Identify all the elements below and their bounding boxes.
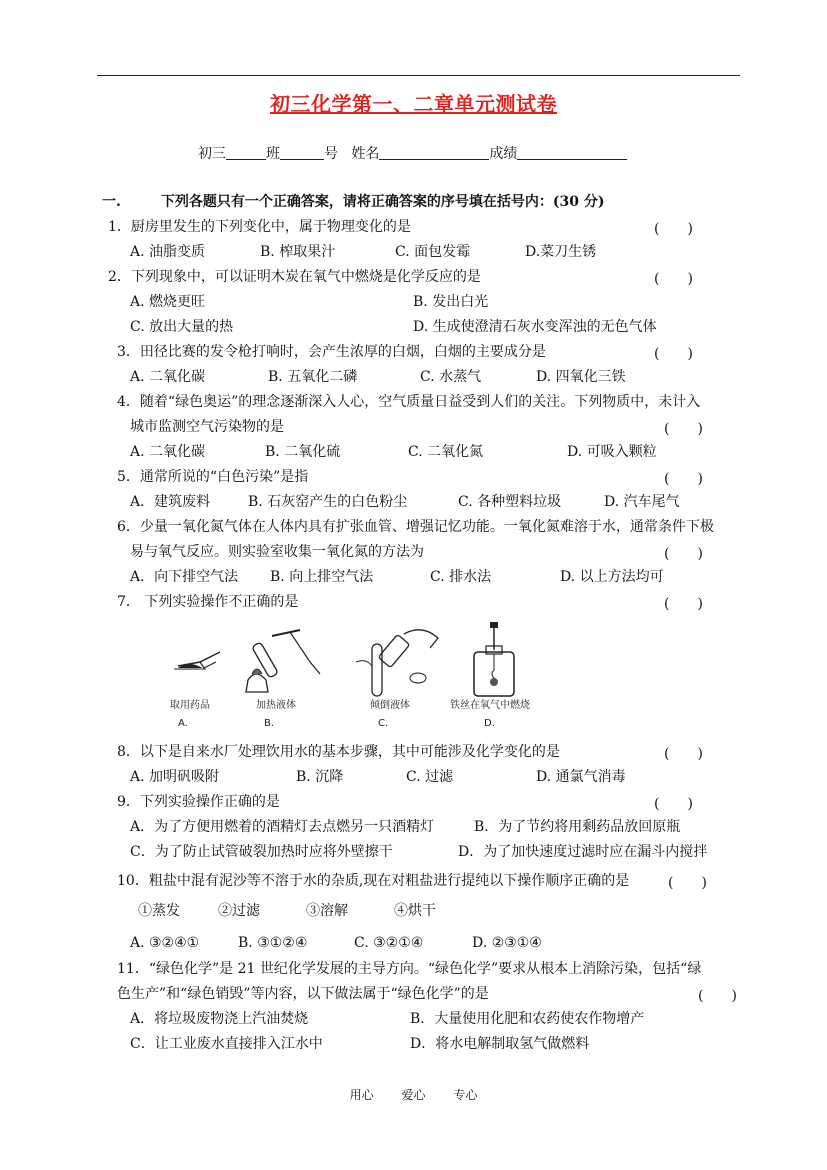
q1-option-d: D.菜刀生锈: [525, 244, 597, 260]
q10-option-c: C. ③②①④: [354, 935, 424, 951]
q8-option-d: D. 通氯气消毒: [536, 769, 626, 785]
fig-a-caption: 取用药品: [170, 700, 210, 711]
q1-option-a: A. 油脂变质: [130, 244, 206, 260]
name-label: 姓名: [351, 146, 380, 162]
q9-stem: 9．下列实验操作正确的是: [117, 794, 280, 810]
q10-step-3: ③溶解: [306, 903, 348, 919]
q6-stem-line1: 6．少量一氧化氮气体在人体内具有扩张血管、增强记忆功能。一氧化氮难溶于水，通常条件下极: [117, 519, 714, 535]
fig-b-heating-liquid-illustration: [246, 630, 320, 692]
q4-answer-paren[interactable]: ( ): [664, 421, 703, 437]
class-prefix: 初三: [198, 146, 226, 162]
q1-stem: 1．厨房里发生的下列变化中，属于物理变化的是: [108, 219, 411, 235]
q2-option-c: C. 放出大量的热: [130, 319, 234, 335]
q9-option-a: A．为了方便用燃着的酒精灯去点燃另一只酒精灯: [130, 819, 435, 835]
q5-option-b: B. 石灰窑产生的白色粉尘: [248, 494, 408, 510]
fig-d-letter: D.: [484, 718, 495, 729]
page-footer: [0, 1086, 827, 1103]
q2-option-b: B. 发出白光: [413, 294, 489, 310]
q7-answer-paren[interactable]: ( ): [664, 596, 703, 612]
q1-option-b: B. 榨取果汁: [260, 244, 336, 260]
q11-answer-paren[interactable]: ( ): [698, 988, 737, 1004]
fig-c-pouring-liquid-illustration: [356, 630, 438, 696]
q1-answer-paren[interactable]: ( ): [654, 221, 693, 237]
fig-b-caption: 加热液体: [256, 700, 296, 711]
number-label: 号: [324, 146, 338, 162]
fig-d-iron-burning-illustration: [474, 622, 514, 696]
q11-option-b: B．大量使用化肥和农药使农作物增产: [410, 1011, 645, 1027]
q9-option-d: D．为了加快速度过滤时应在漏斗内搅拌: [458, 844, 708, 860]
q6-stem-line2: 易与氧气反应。则实验室收集一氧化氮的方法为: [130, 544, 424, 560]
q4-option-a: A. 二氧化碳: [130, 444, 206, 460]
q9-option-b: B．为了节约将用剩药品放回原瓶: [474, 819, 681, 835]
page-title: 初三化学第一、二章单元测试卷: [270, 92, 557, 116]
q4-stem-line2: 城市监测空气污染物的是: [130, 419, 284, 435]
q10-answer-paren[interactable]: ( ): [668, 875, 707, 891]
q8-option-a: A. 加明矾吸附: [130, 769, 220, 785]
q5-answer-paren[interactable]: ( ): [664, 471, 703, 487]
footer-item: 用心: [349, 1088, 374, 1102]
q4-option-c: C. 二氧化氮: [408, 444, 484, 460]
q8-stem: 8．以下是自来水厂处理饮用水的基本步骤，其中可能涉及化学变化的是: [117, 744, 560, 760]
q4-option-b: B. 二氧化硫: [265, 444, 341, 460]
q10-option-a: A. ③②④①: [130, 935, 200, 951]
q11-stem-line2: 色生产”和“绿色销毁”等内容，以下做法属于“绿色化学”的是: [117, 986, 489, 1002]
q6-option-d: D. 以上方法均可: [560, 569, 664, 585]
number-blank[interactable]: [280, 145, 324, 160]
header-rule: [97, 75, 740, 76]
q11-option-c: C．让工业废水直接排入江水中: [130, 1036, 323, 1052]
q10-step-1: ①蒸发: [138, 903, 180, 919]
q9-answer-paren[interactable]: ( ): [654, 796, 693, 812]
fig-d-caption: 铁丝在氧气中燃烧: [450, 700, 530, 711]
q7-experiment-figure: [160, 622, 550, 734]
q2-option-a: A. 燃烧更旺: [130, 294, 206, 310]
score-label: 成绩: [489, 146, 518, 162]
footer-item: 专心: [453, 1088, 478, 1102]
student-info-line: [198, 143, 627, 163]
q11-option-d: D．将水电解制取氢气做燃料: [410, 1036, 590, 1052]
section-instruction: 下列各题只有一个正确答案，请将正确答案的序号填在括号内：(30 分): [160, 194, 605, 210]
score-blank[interactable]: [517, 145, 627, 160]
fig-a-letter: A.: [178, 718, 188, 729]
q8-option-b: B. 沉降: [296, 769, 344, 785]
q2-answer-paren[interactable]: ( ): [654, 271, 693, 287]
q6-option-a: A．向下排空气法: [130, 569, 239, 585]
section-heading: [102, 193, 604, 211]
q10-step-4: ④烘干: [394, 903, 436, 919]
q9-option-c: C．为了防止试管破裂加热时应将外壁擦干: [130, 844, 393, 860]
fig-c-caption: 倾倒液体: [370, 700, 410, 711]
fig-a-taking-reagent-illustration: [174, 652, 220, 669]
q6-option-c: C. 排水法: [430, 569, 492, 585]
q11-stem-line1: 11．“绿色化学”是 21 世纪化学发展的主导方向。“绿色化学”要求从根本上消除污染，包括“绿: [117, 961, 702, 977]
class-blank[interactable]: [226, 145, 266, 160]
q3-stem: 3．田径比赛的发令枪打响时，会产生浓厚的白烟，白烟的主要成分是: [117, 344, 546, 360]
class-label: 班: [266, 146, 280, 162]
q4-stem-line1: 4．随着“绿色奥运”的理念逐渐深入人心，空气质量日益受到人们的关注。下列物质中，未计入: [117, 394, 701, 410]
q3-option-c: C. 水蒸气: [420, 369, 482, 385]
q1-option-c: C. 面包发霉: [395, 244, 471, 260]
fig-c-letter: C.: [378, 718, 389, 729]
section-number: 一.: [102, 194, 121, 210]
q3-option-a: A. 二氧化碳: [130, 369, 206, 385]
q6-answer-paren[interactable]: ( ): [664, 546, 703, 562]
name-blank[interactable]: [379, 145, 489, 160]
q6-option-b: B. 向上排空气法: [270, 569, 374, 585]
q10-option-d: D. ②③①④: [472, 935, 542, 951]
q11-option-a: A．将垃圾废物浇上汽油焚烧: [130, 1011, 309, 1027]
q3-answer-paren[interactable]: ( ): [654, 346, 693, 362]
q5-option-c: C. 各种塑料垃圾: [458, 494, 562, 510]
q2-option-d: D. 生成使澄清石灰水变浑浊的无色气体: [413, 319, 657, 335]
q5-option-a: A．建筑废料: [130, 494, 211, 510]
q3-option-d: D. 四氧化三铁: [536, 369, 626, 385]
q4-option-d: D. 可吸入颗粒: [567, 444, 657, 460]
q10-stem: 10．粗盐中混有泥沙等不溶于水的杂质,现在对粗盐进行提纯以下操作顺序正确的是: [117, 873, 630, 889]
q3-option-b: B. 五氧化二磷: [268, 369, 358, 385]
q7-stem: 7． 下列实验操作不正确的是: [117, 594, 299, 610]
footer-item: 爱心: [401, 1088, 426, 1102]
q8-option-c: C. 过滤: [406, 769, 454, 785]
q5-option-d: D. 汽车尾气: [604, 494, 680, 510]
q10-step-2: ②过滤: [218, 903, 260, 919]
q10-option-b: B. ③①②④: [238, 935, 308, 951]
q8-answer-paren[interactable]: ( ): [664, 746, 703, 762]
q5-stem: 5．通常所说的“白色污染”是指: [117, 469, 309, 485]
fig-b-letter: B.: [264, 718, 275, 729]
q2-stem: 2．下列现象中，可以证明木炭在氧气中燃烧是化学反应的是: [108, 269, 481, 285]
